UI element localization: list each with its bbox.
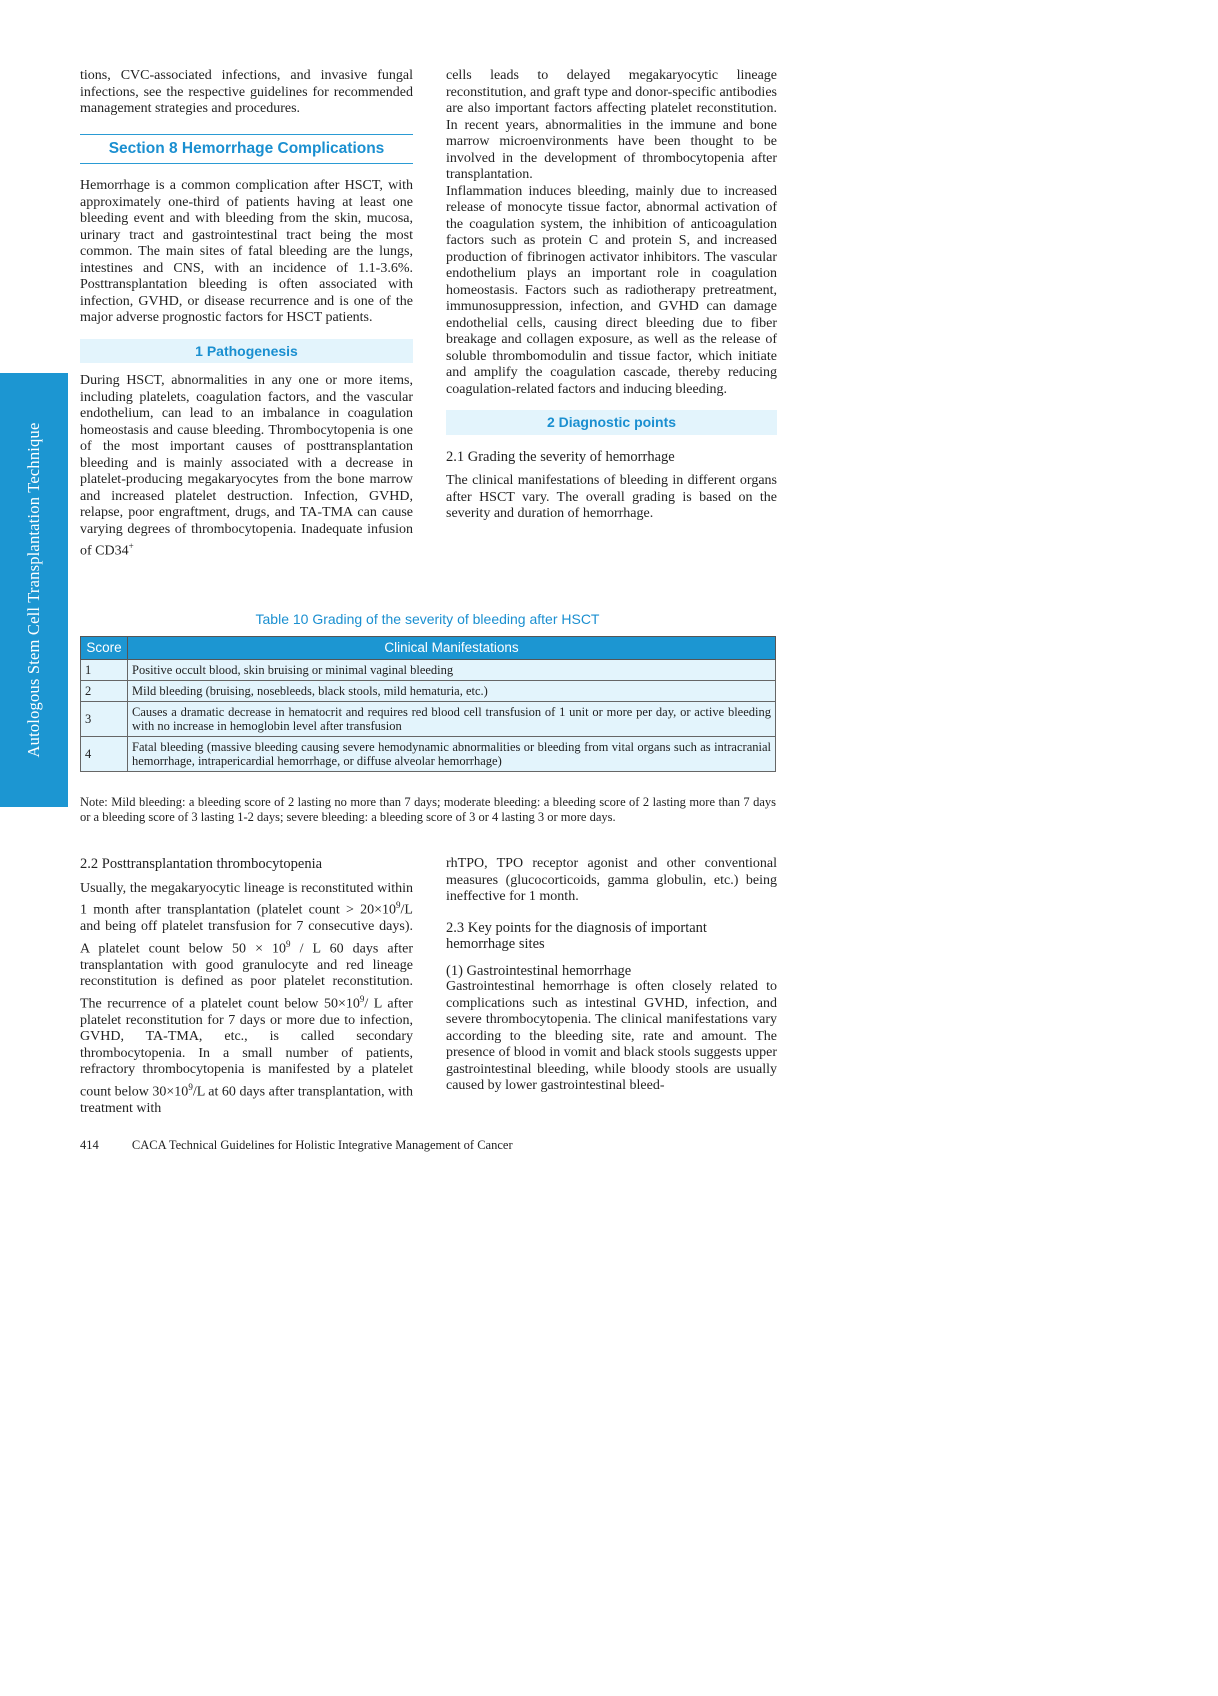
paragraph: During HSCT, abnormalities in any one or more items, including platelets, coagulation factors, and the vascular endothelium, can lead to an imbalance in coagulation homeostasis and cause bleeding. Thrombocytopenia is one of the most important causes of posttransplantation bleeding and is mainly associated with a decrease in platelet-producing megakaryocytes from the bone marrow and increased platelet destruction. Infection, GVHD, relapse, poor engraftment, drugs, and TA-TMA can cause varying degrees of thrombocytopenia. Inadequate infusion of CD34+ [80, 373, 413, 559]
page-number: 414 [80, 1138, 99, 1152]
right-column-top [446, 68, 777, 523]
table-row [81, 660, 776, 681]
table-note: Note: Mild bleeding: a bleeding score of 2 lasting no more than 7 days; moderate bleeding: a bleeding score of 2 lasting more than 7 days or a bleeding score of 3 lasting 1-2 days; severe bleeding: a bleeding score of 3 or 4 lasting 3 or more days. [80, 795, 776, 824]
heading-gi-hemorrhage: (1) Gastrointestinal hemorrhage [446, 962, 632, 979]
running-title: CACA Technical Guidelines for Holistic Integrative Management of Cancer [131, 1138, 513, 1152]
description-cell: Fatal bleeding (massive bleeding causing severe hemodynamic abnormalities or bleeding from vital organs such as intracranial hemorrhage, intrapericardial hemorrhage, or diffuse alveolar hemorrhage) [128, 737, 776, 772]
section-title: Section 8 Hemorrhage Complications [80, 134, 413, 165]
table-header-row [81, 637, 776, 660]
subsection-title-pathogenesis: 1 Pathogenesis [80, 339, 413, 364]
score-cell: 3 [81, 702, 128, 737]
paragraph: Hemorrhage is a common complication after HSCT, with approximately one-third of patients having at least one bleeding event and with bleeding from the skin, mucosa, urinary tract and gastrointestinal tract being the most common. The main sites of fatal bleeding are the lungs, intestines and CNS, with an incidence of 1.1-3.6%. Posttransplantation bleeding is often associated with infection, GVHD, or disease recurrence and is one of the major adverse prognostic factors for HSCT patients. [80, 178, 413, 325]
paragraph: rhTPO, TPO receptor agonist and other conventional measures (glucocorticoids, gamma globulin, etc.) being ineffective for 1 month. [446, 856, 777, 904]
paragraph: Gastrointestinal hemorrhage is often closely related to complications such as intestinal GVHD, infection, and severe thrombocytopenia. The clinical manifestations vary according to the bleeding site, rate and amount. The presence of blood in vomit and black stools suggests upper gastrointestinal bleeding, while bloody stools are usually caused by lower gastrointestinal bleed- [446, 979, 777, 1093]
heading-2-2: 2.2 Posttransplantation thrombocytopenia [80, 856, 323, 872]
subsection-title-diagnostic: 2 Diagnostic points [446, 410, 777, 435]
score-cell: 2 [81, 681, 128, 702]
description-cell: Positive occult blood, skin bruising or minimal vaginal bleeding [128, 660, 776, 681]
superscript: + [128, 541, 134, 551]
description-cell: Mild bleeding (bruising, nosebleeds, black stools, mild hematuria, etc.) [128, 681, 776, 702]
table-caption: Table 10 Grading of the severity of bleeding after HSCT [255, 611, 600, 627]
right-column-bottom [446, 856, 777, 1095]
left-column-top [80, 68, 413, 560]
paragraph: tions, CVC-associated infections, and invasive fungal infections, see the respective guidelines for recommended management strategies and procedures. [80, 68, 413, 116]
page-footer [80, 1138, 513, 1153]
paragraph: cells leads to delayed megakaryocytic lineage reconstitution, and graft type and donor-specific antibodies are also important factors affecting platelet reconstitution. In recent years, abnormalities in the immune and bone marrow microenvironments have been thought to be involved in the development of thrombocytopenia after transplantation. [446, 68, 777, 182]
score-cell: 4 [81, 737, 128, 772]
severity-table [80, 636, 776, 772]
table-row [81, 681, 776, 702]
left-column-bottom [80, 856, 413, 1118]
score-cell: 1 [81, 660, 128, 681]
paragraph: Inflammation induces bleeding, mainly due to increased release of monocyte tissue factor, abnormal activation of the coagulation system, the inhibition of anticoagulation factors such as protein C and protein S, and increased production of fibrinogen activator inhibitors. The vascular endothelium plays an important role in coagulation homeostasis. Factors such as radiotherapy pretreatment, immunosuppression, infection, and GVHD can damage endothelial cells, causing direct bleeding due to fiber breakage and collagen exposure, as well as the release of soluble thrombomodulin and tissue factor, which initiate and amplify the coagulation cascade, thereby reducing coagulation-related factors and inducing bleeding. [446, 183, 777, 397]
header-score: Score [81, 637, 128, 660]
heading-2-1: 2.1 Grading the severity of hemorrhage [446, 448, 675, 465]
side-tab-label: Autologous Stem Cell Transplantation Technique [24, 422, 43, 758]
table-row [81, 702, 776, 737]
table-row [81, 737, 776, 772]
description-cell: Causes a dramatic decrease in hematocrit and requires red blood cell transfusion of 1 unit or more per day, or active bleeding with no increase in hemoglobin level after transfusion [128, 702, 776, 737]
side-tab [0, 373, 68, 807]
paragraph: The clinical manifestations of bleeding in different organs after HSCT vary. The overall grading is based on the severity and duration of hemorrhage. [446, 473, 777, 521]
header-clinical-manifestations: Clinical Manifestations [128, 637, 776, 660]
paragraph: Usually, the megakaryocytic lineage is reconstituted within 1 month after transplantation (platelet count > $20\times 10^9/L$ and being off platelet transfusion for 7 consecutive days). A platelet count below $50 \times 10^9 / L$ 60 days after transplantation with good granulocyte and red lineage reconstitution is defined as poor platelet reconstitution. The recurrence of a platelet count below $50\times 10^9/$ L after platelet reconstitution for 7 days or more due to infection, GVHD, TA-TMA, etc., is called secondary thrombocytopenia. In a small number of patients, refractory thrombocytopenia is manifested by a platelet count below $30\times 10^9/L$ at 60 days after transplantation, with treatment with [80, 880, 414, 1117]
heading-2-3: 2.3 Key points for the diagnosis of important hemorrhage sites [446, 919, 707, 952]
